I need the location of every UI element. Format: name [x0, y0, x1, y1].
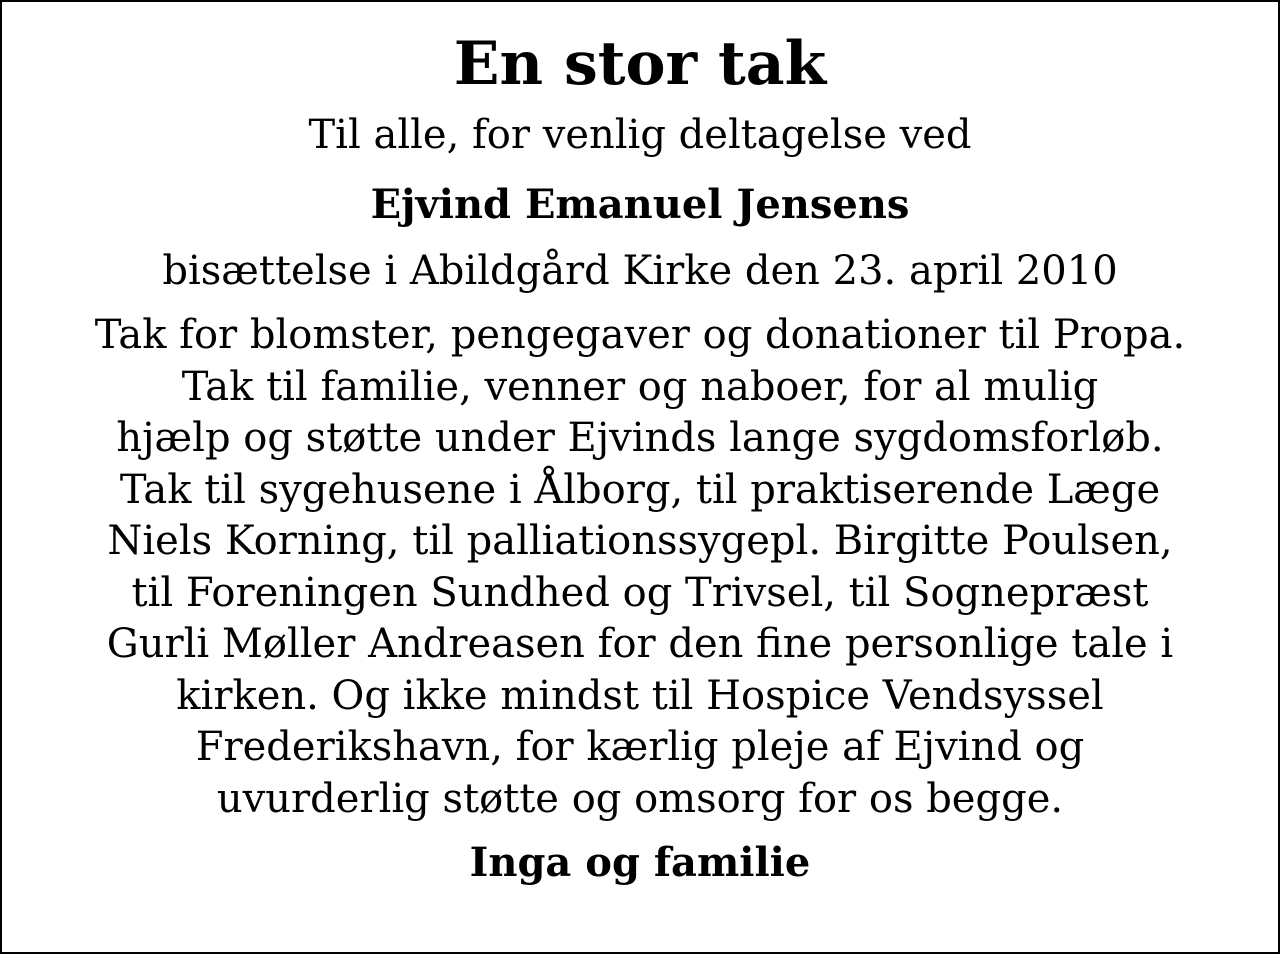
body-line: uvurderlig støtte og omsorg for os begge. [216, 775, 1064, 822]
body-line: Frederikshavn, for kærlig pleje af Ejvind og [195, 724, 1085, 770]
body-line: Tak til sygehusene i Ålborg, til praktiserende Læge [119, 466, 1161, 513]
body-line: Tak for blomster, pengegaver og donationer til Propa. [94, 312, 1186, 358]
notice-title: En stor tak [453, 29, 827, 99]
body-line: til Foreningen Sundhed og Trivsel, til Sognepræst [131, 569, 1149, 616]
notice-signature: Inga og familie [469, 839, 811, 886]
deceased-name: Ejvind Emanuel Jensens [370, 181, 910, 228]
notice-intro: Til alle, for venlig deltagelse ved [308, 112, 972, 158]
body-line: Niels Korning, til palliationssygepl. Birgitte Poulsen, [107, 518, 1173, 564]
body-line: kirken. Og ikke mindst til Hospice Vendsyssel [176, 672, 1104, 719]
service-details: bisættelse i Abildgård Kirke den 23. april 2010 [162, 248, 1118, 294]
body-line: Tak til familie, venner og naboer, for al mulig [181, 363, 1099, 410]
notice-body [22, 310, 1258, 825]
body-line: hjælp og støtte under Ejvinds lange sygdomsforløb. [116, 415, 1164, 461]
body-line: Gurli Møller Andreasen for den fine personlige tale i [106, 621, 1174, 667]
